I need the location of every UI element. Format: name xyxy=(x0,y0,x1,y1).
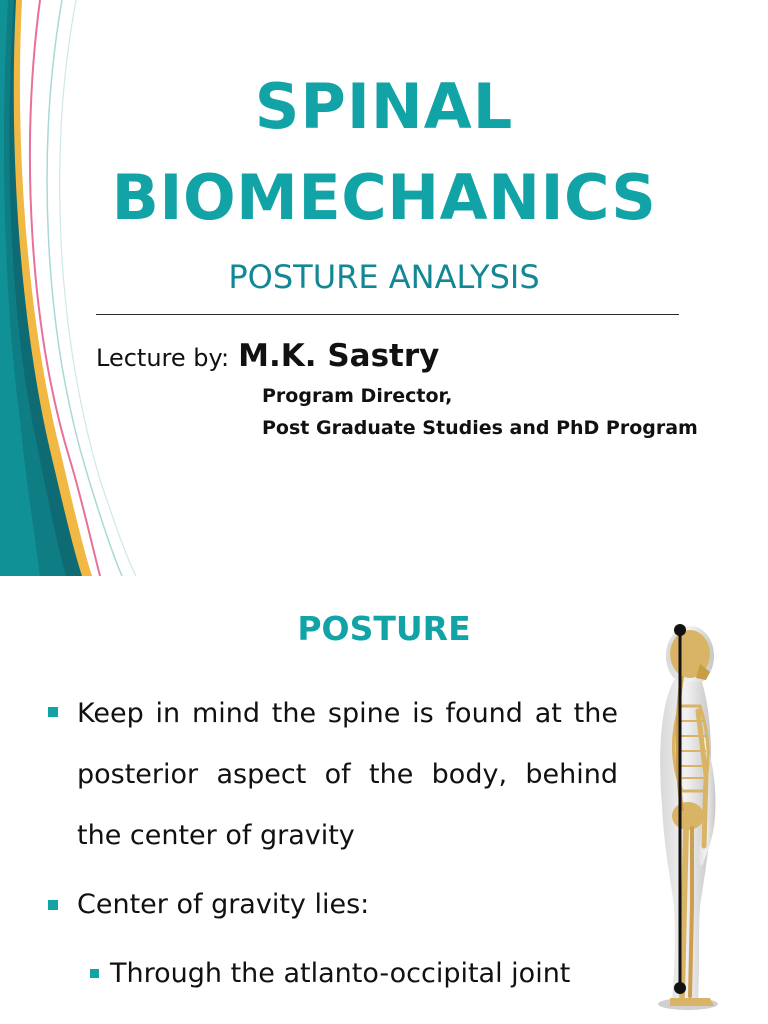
divider-line xyxy=(96,314,679,315)
slide-subtitle: POSTURE ANALYSIS xyxy=(228,258,540,296)
sub-bullet-text-1: Through the atlanto-occipital joint xyxy=(110,958,571,989)
bullet-text-1: Keep in mind the spine is found at the posterior aspect of the body, behind the center of gravity xyxy=(77,698,618,851)
square-sub-bullet-icon xyxy=(90,969,99,978)
slide-heading: POSTURE xyxy=(297,609,471,648)
lecture-label: Lecture by: xyxy=(96,344,230,372)
square-bullet-icon xyxy=(48,900,58,910)
slide-title-line-1: SPINAL xyxy=(254,70,514,143)
bullet-text-2: Center of gravity lies: xyxy=(77,889,370,920)
lecture-by-row xyxy=(96,338,439,374)
skeleton-figure-icon xyxy=(640,616,750,1016)
lecturer-name: M.K. Sastry xyxy=(238,338,440,374)
posture-slide xyxy=(0,576,768,1024)
square-bullet-icon xyxy=(48,707,58,717)
lecturer-role-line-1: Program Director, xyxy=(262,385,453,407)
lecturer-role-line-2: Post Graduate Studies and PhD Program xyxy=(262,417,698,439)
slide-title-line-2: BIOMECHANICS xyxy=(111,161,657,234)
